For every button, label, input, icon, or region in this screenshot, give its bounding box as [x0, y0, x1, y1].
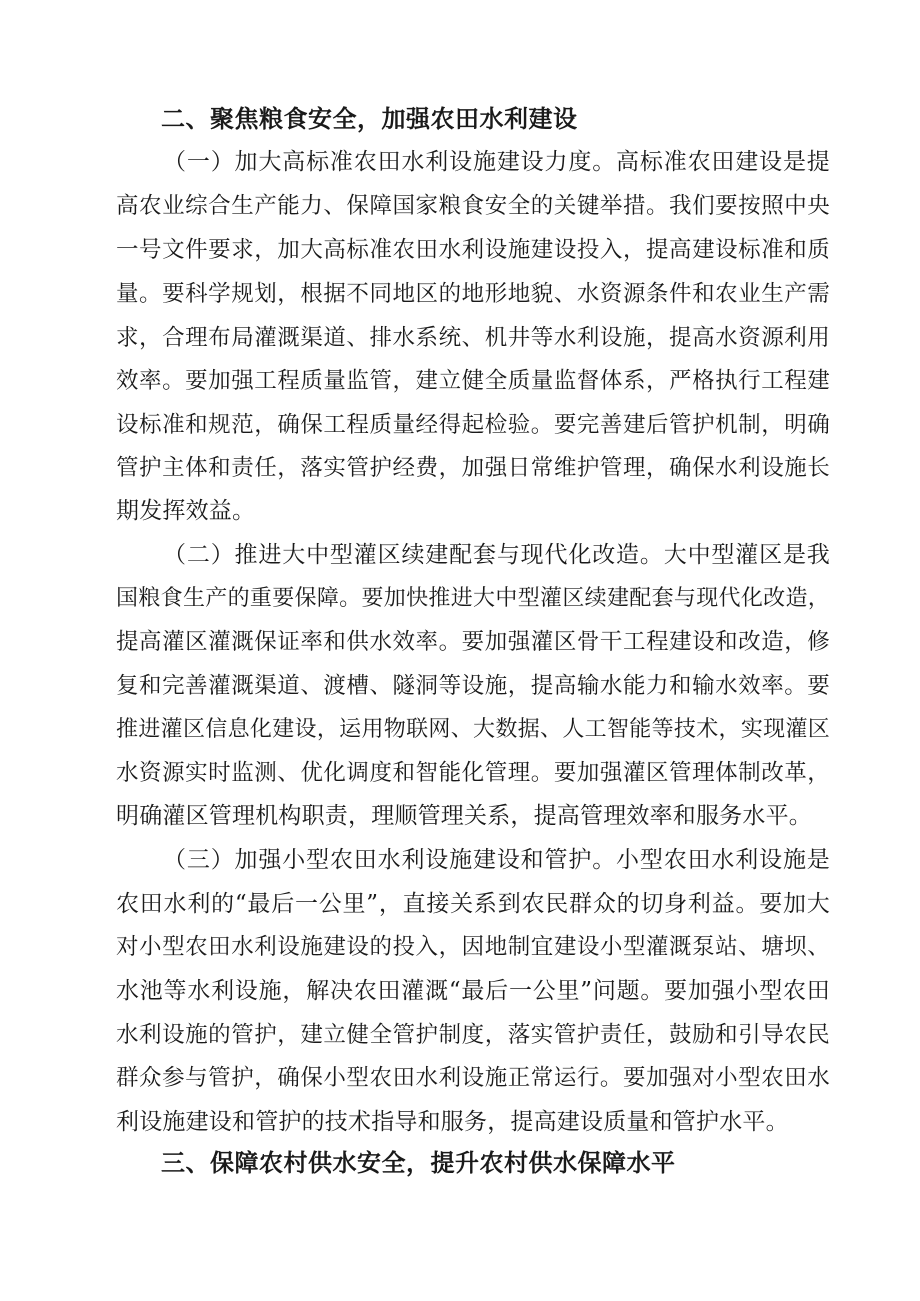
paragraph-line: 水池等水利设施，解决农田灌溉“最后一公里”问题。要加强小型农田	[116, 978, 830, 1004]
paragraph-line: 国粮食生产的重要保障。要加快推进大中型灌区续建配套与现代化改造，	[116, 586, 830, 611]
paragraph-line: 水资源实时监测、优化调度和智能化管理。要加强灌区管理体制改革，	[116, 760, 830, 786]
paragraph-line: （一）加大高标准农田水利设施建设力度。高标准农田建设是提	[163, 149, 830, 175]
paragraph-line: 量。要科学规划，根据不同地区的地形地貌、水资源条件和农业生产需	[116, 281, 830, 307]
section-heading-three: 三、保障农村供水安全，提升农村供水保障水平	[161, 1149, 676, 1177]
paragraph-line: 对小型农田水利设施建设的投入，因地制宜建设小型灌溉泵站、塘坝、	[116, 934, 830, 960]
paragraph-line: 水利设施的管护，建立健全管护制度，落实管护责任，鼓励和引导农民	[116, 1022, 830, 1048]
section-heading-two: 二、聚焦粮食安全，加强农田水利建设	[161, 105, 578, 133]
paragraph-line: 推进灌区信息化建设，运用物联网、大数据、人工智能等技术，实现灌区	[116, 717, 830, 742]
paragraph-line: （二）推进大中型灌区续建配套与现代化改造。大中型灌区是我	[163, 542, 830, 568]
paragraph-line: 明确灌区管理机构职责，理顺管理关系，提高管理效率和服务水平。	[116, 803, 812, 829]
paragraph-line: 利设施建设和管护的技术指导和服务，提高建设质量和管护水平。	[116, 1109, 789, 1135]
paragraph-line: 设标准和规范，确保工程质量经得起检验。要完善建后管护机制，明确	[116, 412, 830, 438]
paragraph-line: 高农业综合生产能力、保障国家粮食安全的关键举措。我们要按照中央	[116, 193, 830, 219]
paragraph-line: 一号文件要求，加大高标准农田水利设施建设投入，提高建设标准和质	[116, 237, 830, 263]
paragraph-line: 农田水利的“最后一公里”，直接关系到农民群众的切身利益。要加大	[116, 891, 830, 917]
paragraph-line: 求，合理布局灌溉渠道、排水系统、机井等水利设施，提高水资源利用	[116, 325, 830, 351]
paragraph-line: 群众参与管护，确保小型农田水利设施正常运行。要加强对小型农田水	[116, 1065, 830, 1091]
paragraph-line: （三）加强小型农田水利设施建设和管护。小型农田水利设施是	[163, 847, 830, 873]
paragraph-line: 管护主体和责任，落实管护经费，加强日常维护管理，确保水利设施长	[116, 455, 830, 481]
paragraph-line: 提高灌区灌溉保证率和供水效率。要加强灌区骨干工程建设和改造，修	[116, 629, 830, 655]
paragraph-line: 期发挥效益。	[116, 498, 256, 524]
paragraph-line: 复和完善灌溉渠道、渡槽、隧洞等设施，提高输水能力和输水效率。要	[116, 673, 830, 699]
paragraph-line: 效率。要加强工程质量监管，建立健全质量监督体系，严格执行工程建	[116, 368, 830, 394]
